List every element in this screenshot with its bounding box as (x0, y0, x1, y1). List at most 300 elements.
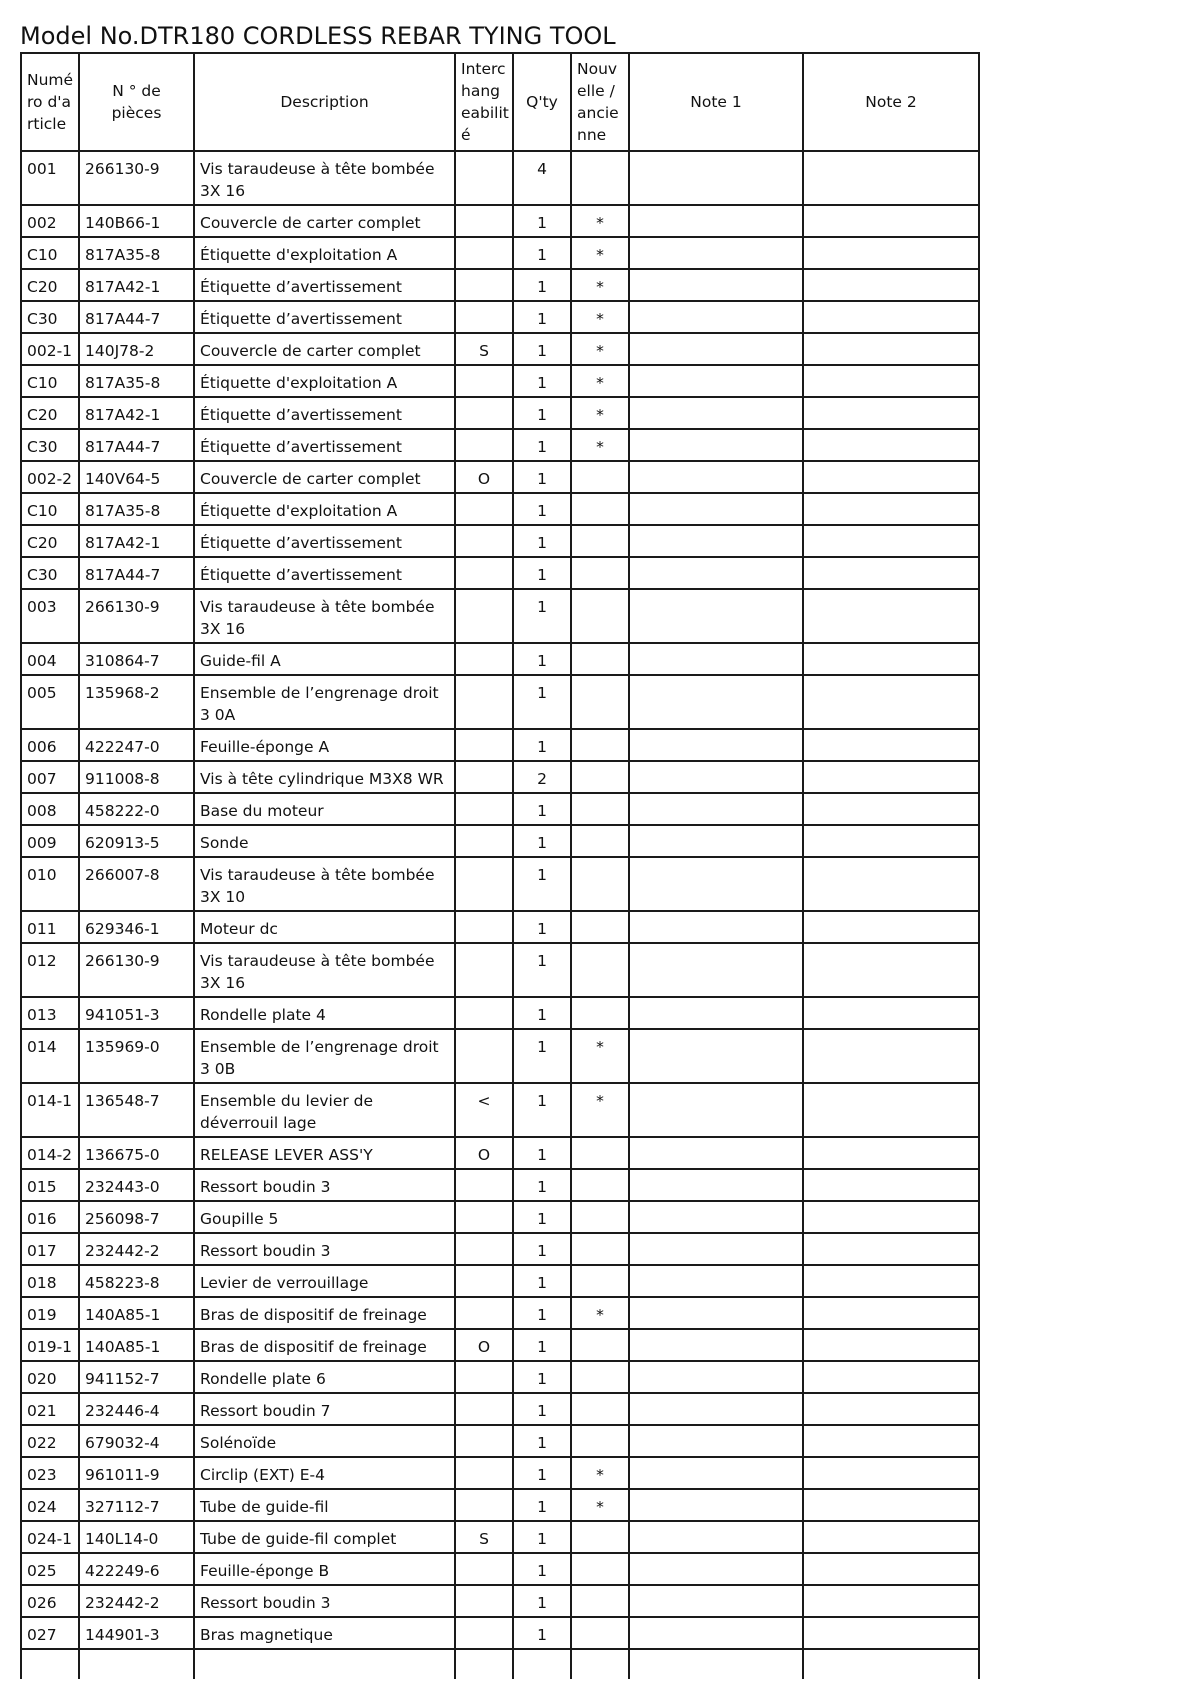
cell-quantity: 1 (513, 365, 571, 397)
empty-cell (79, 1649, 194, 1679)
cell-description: Ressort boudin 3 (194, 1169, 455, 1201)
cell-part-number: 817A44-7 (79, 557, 194, 589)
cell-interchangeability (455, 675, 513, 729)
table-row (21, 1169, 979, 1201)
table-row (21, 911, 979, 943)
table-row (21, 1029, 979, 1083)
cell-part-number: 266130-9 (79, 589, 194, 643)
cell-note-2 (803, 1617, 979, 1649)
cell-note-2 (803, 557, 979, 589)
cell-part-number: 941152-7 (79, 1361, 194, 1393)
cell-item-number: 016 (21, 1201, 79, 1233)
cell-part-number: 422249-6 (79, 1553, 194, 1585)
cell-description: Circlip (EXT) E-4 (194, 1457, 455, 1489)
cell-item-number: 001 (21, 151, 79, 205)
table-row (21, 205, 979, 237)
cell-new-old (571, 793, 629, 825)
cell-quantity: 1 (513, 729, 571, 761)
cell-quantity: 1 (513, 269, 571, 301)
header-item-number: Numé ro d'a rticle (21, 53, 79, 151)
cell-interchangeability: O (455, 1137, 513, 1169)
cell-note-2 (803, 269, 979, 301)
table-row (21, 1457, 979, 1489)
cell-part-number: 629346-1 (79, 911, 194, 943)
cell-new-old (571, 557, 629, 589)
table-row (21, 643, 979, 675)
cell-note-1 (629, 825, 803, 857)
cell-note-1 (629, 1489, 803, 1521)
cell-new-old: * (571, 429, 629, 461)
cell-new-old (571, 461, 629, 493)
cell-quantity: 4 (513, 151, 571, 205)
table-row (21, 825, 979, 857)
cell-new-old (571, 825, 629, 857)
cell-new-old: * (571, 1297, 629, 1329)
cell-quantity: 1 (513, 333, 571, 365)
cell-item-number: 006 (21, 729, 79, 761)
cell-item-number: 026 (21, 1585, 79, 1617)
cell-interchangeability (455, 643, 513, 675)
cell-note-2 (803, 397, 979, 429)
cell-quantity: 1 (513, 557, 571, 589)
table-row (21, 1201, 979, 1233)
cell-note-1 (629, 1137, 803, 1169)
cell-note-2 (803, 761, 979, 793)
cell-new-old: * (571, 397, 629, 429)
cell-interchangeability (455, 429, 513, 461)
cell-quantity: 1 (513, 1585, 571, 1617)
cell-note-2 (803, 205, 979, 237)
cell-item-number: 014-2 (21, 1137, 79, 1169)
header-quantity: Q'ty (513, 53, 571, 151)
cell-note-2 (803, 1029, 979, 1083)
cell-interchangeability: < (455, 1083, 513, 1137)
cell-new-old: * (571, 1457, 629, 1489)
cell-quantity: 1 (513, 1169, 571, 1201)
cell-description: Couvercle de carter complet (194, 205, 455, 237)
cell-interchangeability (455, 1233, 513, 1265)
cell-part-number: 140A85-1 (79, 1329, 194, 1361)
cell-item-number: 017 (21, 1233, 79, 1265)
cell-note-2 (803, 525, 979, 557)
cell-item-number: 011 (21, 911, 79, 943)
cell-quantity: 1 (513, 589, 571, 643)
cell-note-2 (803, 429, 979, 461)
cell-item-number: 010 (21, 857, 79, 911)
cell-description: Rondelle plate 4 (194, 997, 455, 1029)
cell-part-number: 140V64-5 (79, 461, 194, 493)
cell-new-old: * (571, 1489, 629, 1521)
cell-item-number: 012 (21, 943, 79, 997)
cell-item-number: 009 (21, 825, 79, 857)
cell-interchangeability (455, 397, 513, 429)
cell-note-1 (629, 237, 803, 269)
cell-note-1 (629, 1297, 803, 1329)
cell-note-1 (629, 761, 803, 793)
cell-description: Couvercle de carter complet (194, 461, 455, 493)
cell-quantity: 1 (513, 675, 571, 729)
cell-part-number: 140B66-1 (79, 205, 194, 237)
cell-item-number: 025 (21, 1553, 79, 1585)
cell-new-old: * (571, 365, 629, 397)
cell-note-1 (629, 1361, 803, 1393)
cell-new-old: * (571, 1029, 629, 1083)
cell-note-2 (803, 1457, 979, 1489)
cell-quantity: 1 (513, 1457, 571, 1489)
cell-new-old (571, 1521, 629, 1553)
empty-cell (571, 1649, 629, 1679)
cell-description: Vis taraudeuse à tête bombée 3X 16 (194, 589, 455, 643)
cell-new-old (571, 1553, 629, 1585)
cell-note-2 (803, 675, 979, 729)
cell-interchangeability (455, 857, 513, 911)
cell-quantity: 1 (513, 1617, 571, 1649)
cell-item-number: C30 (21, 429, 79, 461)
table-row (21, 1425, 979, 1457)
table-row (21, 1553, 979, 1585)
cell-note-1 (629, 911, 803, 943)
empty-cell (513, 1649, 571, 1679)
table-row (21, 1297, 979, 1329)
cell-interchangeability (455, 151, 513, 205)
cell-description: Levier de verrouillage (194, 1265, 455, 1297)
page-title: Model No.DTR180 CORDLESS REBAR TYING TOOL (20, 22, 616, 50)
cell-interchangeability (455, 525, 513, 557)
table-row (21, 1617, 979, 1649)
cell-note-1 (629, 1425, 803, 1457)
cell-interchangeability (455, 825, 513, 857)
cell-part-number: 232442-2 (79, 1233, 194, 1265)
cell-interchangeability (455, 997, 513, 1029)
cell-note-1 (629, 365, 803, 397)
header-new-old: Nouv elle / ancie nne (571, 53, 629, 151)
empty-cell (21, 1649, 79, 1679)
cell-quantity: 1 (513, 1361, 571, 1393)
cell-part-number: 941051-3 (79, 997, 194, 1029)
empty-cell (455, 1649, 513, 1679)
cell-note-2 (803, 1489, 979, 1521)
cell-note-1 (629, 1169, 803, 1201)
cell-note-2 (803, 1201, 979, 1233)
cell-new-old (571, 151, 629, 205)
cell-note-1 (629, 1265, 803, 1297)
cell-part-number: 817A44-7 (79, 429, 194, 461)
cell-part-number: 232443-0 (79, 1169, 194, 1201)
table-row (21, 269, 979, 301)
cell-item-number: C10 (21, 365, 79, 397)
cell-quantity: 1 (513, 493, 571, 525)
cell-interchangeability (455, 1489, 513, 1521)
cell-note-1 (629, 1233, 803, 1265)
cell-quantity: 1 (513, 1297, 571, 1329)
table-row (21, 997, 979, 1029)
cell-note-2 (803, 1425, 979, 1457)
table-row (21, 151, 979, 205)
cell-quantity: 1 (513, 1201, 571, 1233)
cell-quantity: 1 (513, 1393, 571, 1425)
cell-item-number: 022 (21, 1425, 79, 1457)
cell-interchangeability (455, 1617, 513, 1649)
cell-note-1 (629, 429, 803, 461)
table-row (21, 301, 979, 333)
cell-interchangeability (455, 205, 513, 237)
cell-quantity: 1 (513, 1521, 571, 1553)
cell-note-2 (803, 589, 979, 643)
cell-quantity: 1 (513, 1553, 571, 1585)
cell-quantity: 1 (513, 857, 571, 911)
cell-note-2 (803, 461, 979, 493)
cell-quantity: 1 (513, 1029, 571, 1083)
cell-quantity: 1 (513, 237, 571, 269)
header-part-number: N ° de pièces (79, 53, 194, 151)
cell-item-number: 003 (21, 589, 79, 643)
cell-note-1 (629, 301, 803, 333)
cell-item-number: 013 (21, 997, 79, 1029)
cell-quantity: 1 (513, 1425, 571, 1457)
cell-interchangeability (455, 1361, 513, 1393)
cell-description: Ensemble du levier de déverrouil lage (194, 1083, 455, 1137)
cell-new-old (571, 1425, 629, 1457)
cell-new-old (571, 729, 629, 761)
cell-quantity: 1 (513, 997, 571, 1029)
parts-table-body (21, 151, 979, 1679)
cell-quantity: 1 (513, 1083, 571, 1137)
cell-note-1 (629, 1521, 803, 1553)
table-row (21, 1329, 979, 1361)
cell-note-1 (629, 333, 803, 365)
cell-interchangeability (455, 1457, 513, 1489)
cell-description: Solénoïde (194, 1425, 455, 1457)
cell-note-1 (629, 1585, 803, 1617)
cell-new-old: * (571, 333, 629, 365)
cell-interchangeability (455, 1425, 513, 1457)
cell-new-old (571, 1265, 629, 1297)
cell-quantity: 1 (513, 943, 571, 997)
header-description: Description (194, 53, 455, 151)
cell-description: Ensemble de l’engrenage droit 3 0A (194, 675, 455, 729)
cell-interchangeability (455, 943, 513, 997)
table-row (21, 397, 979, 429)
cell-note-1 (629, 643, 803, 675)
cell-note-2 (803, 333, 979, 365)
cell-new-old (571, 589, 629, 643)
cell-description: Étiquette d’avertissement (194, 269, 455, 301)
cell-note-2 (803, 1553, 979, 1585)
cell-interchangeability: S (455, 333, 513, 365)
cell-new-old (571, 1169, 629, 1201)
cell-description: Bras de dispositif de freinage (194, 1297, 455, 1329)
cell-new-old: * (571, 205, 629, 237)
cell-note-2 (803, 997, 979, 1029)
cell-quantity: 1 (513, 525, 571, 557)
cell-description: Étiquette d’avertissement (194, 525, 455, 557)
cell-part-number: 679032-4 (79, 1425, 194, 1457)
cell-part-number: 961011-9 (79, 1457, 194, 1489)
cell-description: Vis taraudeuse à tête bombée 3X 10 (194, 857, 455, 911)
table-row (21, 1393, 979, 1425)
cell-note-1 (629, 793, 803, 825)
cell-note-1 (629, 997, 803, 1029)
cell-note-2 (803, 1083, 979, 1137)
cell-item-number: 018 (21, 1265, 79, 1297)
cell-note-1 (629, 1329, 803, 1361)
cell-new-old (571, 675, 629, 729)
cell-part-number: 817A42-1 (79, 397, 194, 429)
table-row (21, 1083, 979, 1137)
cell-note-1 (629, 205, 803, 237)
parts-table (20, 52, 980, 1679)
cell-note-2 (803, 1393, 979, 1425)
cell-item-number: 014 (21, 1029, 79, 1083)
cell-new-old: * (571, 301, 629, 333)
cell-note-1 (629, 493, 803, 525)
cell-item-number: C20 (21, 397, 79, 429)
cell-part-number: 136675-0 (79, 1137, 194, 1169)
cell-item-number: 027 (21, 1617, 79, 1649)
cell-quantity: 1 (513, 397, 571, 429)
cell-part-number: 620913-5 (79, 825, 194, 857)
cell-description: Bras magnetique (194, 1617, 455, 1649)
cell-quantity: 1 (513, 1489, 571, 1521)
cell-note-2 (803, 911, 979, 943)
cell-quantity: 1 (513, 643, 571, 675)
cell-description: Ressort boudin 3 (194, 1585, 455, 1617)
cell-note-2 (803, 857, 979, 911)
cell-part-number: 266130-9 (79, 151, 194, 205)
cell-interchangeability (455, 1297, 513, 1329)
cell-item-number: 004 (21, 643, 79, 675)
table-row (21, 793, 979, 825)
cell-interchangeability (455, 761, 513, 793)
cell-item-number: 020 (21, 1361, 79, 1393)
cell-interchangeability (455, 1201, 513, 1233)
cell-description: Tube de guide-fil complet (194, 1521, 455, 1553)
cell-part-number: 458223-8 (79, 1265, 194, 1297)
cell-item-number: 002 (21, 205, 79, 237)
cell-item-number: 024-1 (21, 1521, 79, 1553)
cell-item-number: 019 (21, 1297, 79, 1329)
table-row (21, 1265, 979, 1297)
header-note-2: Note 2 (803, 53, 979, 151)
cell-description: Sonde (194, 825, 455, 857)
cell-new-old (571, 943, 629, 997)
cell-item-number: C20 (21, 525, 79, 557)
cell-part-number: 136548-7 (79, 1083, 194, 1137)
cell-note-1 (629, 857, 803, 911)
cell-description: Étiquette d'exploitation A (194, 237, 455, 269)
cell-part-number: 232446-4 (79, 1393, 194, 1425)
cell-part-number: 256098-7 (79, 1201, 194, 1233)
cell-note-2 (803, 943, 979, 997)
cell-item-number: C10 (21, 237, 79, 269)
table-row-empty (21, 1649, 979, 1679)
cell-new-old (571, 1233, 629, 1265)
cell-interchangeability (455, 793, 513, 825)
cell-item-number: C10 (21, 493, 79, 525)
cell-note-2 (803, 151, 979, 205)
table-row (21, 1137, 979, 1169)
cell-description: Bras de dispositif de freinage (194, 1329, 455, 1361)
cell-note-2 (803, 825, 979, 857)
cell-interchangeability (455, 1553, 513, 1585)
cell-interchangeability (455, 301, 513, 333)
cell-note-2 (803, 1169, 979, 1201)
table-row (21, 857, 979, 911)
cell-new-old (571, 1585, 629, 1617)
cell-note-2 (803, 1233, 979, 1265)
cell-part-number: 911008-8 (79, 761, 194, 793)
cell-quantity: 1 (513, 1265, 571, 1297)
cell-item-number: 002-2 (21, 461, 79, 493)
cell-quantity: 1 (513, 461, 571, 493)
cell-new-old (571, 857, 629, 911)
cell-description: Goupille 5 (194, 1201, 455, 1233)
cell-item-number: 021 (21, 1393, 79, 1425)
cell-item-number: 014-1 (21, 1083, 79, 1137)
cell-part-number: 817A42-1 (79, 525, 194, 557)
cell-description: Étiquette d'exploitation A (194, 365, 455, 397)
cell-note-2 (803, 793, 979, 825)
cell-interchangeability (455, 365, 513, 397)
cell-quantity: 1 (513, 1233, 571, 1265)
cell-new-old (571, 643, 629, 675)
empty-cell (194, 1649, 455, 1679)
cell-new-old (571, 1361, 629, 1393)
cell-note-1 (629, 1617, 803, 1649)
empty-cell (803, 1649, 979, 1679)
table-row (21, 729, 979, 761)
cell-quantity: 2 (513, 761, 571, 793)
cell-part-number: 310864-7 (79, 643, 194, 675)
cell-note-1 (629, 1029, 803, 1083)
cell-note-1 (629, 675, 803, 729)
cell-note-1 (629, 1553, 803, 1585)
cell-part-number: 135968-2 (79, 675, 194, 729)
cell-note-1 (629, 1201, 803, 1233)
cell-interchangeability (455, 493, 513, 525)
cell-note-1 (629, 269, 803, 301)
cell-note-2 (803, 643, 979, 675)
cell-note-2 (803, 1361, 979, 1393)
cell-note-2 (803, 493, 979, 525)
cell-description: Vis taraudeuse à tête bombée 3X 16 (194, 151, 455, 205)
cell-quantity: 1 (513, 825, 571, 857)
cell-part-number: 817A35-8 (79, 493, 194, 525)
cell-interchangeability: O (455, 461, 513, 493)
empty-cell (629, 1649, 803, 1679)
cell-new-old (571, 911, 629, 943)
cell-note-2 (803, 365, 979, 397)
table-row (21, 365, 979, 397)
cell-note-2 (803, 1137, 979, 1169)
cell-description: Ressort boudin 7 (194, 1393, 455, 1425)
table-row (21, 333, 979, 365)
cell-quantity: 1 (513, 429, 571, 461)
cell-quantity: 1 (513, 1137, 571, 1169)
cell-part-number: 422247-0 (79, 729, 194, 761)
cell-description: Tube de guide-fil (194, 1489, 455, 1521)
cell-note-1 (629, 397, 803, 429)
cell-item-number: 023 (21, 1457, 79, 1489)
cell-note-1 (629, 525, 803, 557)
cell-item-number: 008 (21, 793, 79, 825)
table-header-row (21, 53, 979, 151)
cell-part-number: 232442-2 (79, 1585, 194, 1617)
table-row (21, 1489, 979, 1521)
cell-quantity: 1 (513, 205, 571, 237)
cell-item-number: 007 (21, 761, 79, 793)
cell-new-old: * (571, 1083, 629, 1137)
